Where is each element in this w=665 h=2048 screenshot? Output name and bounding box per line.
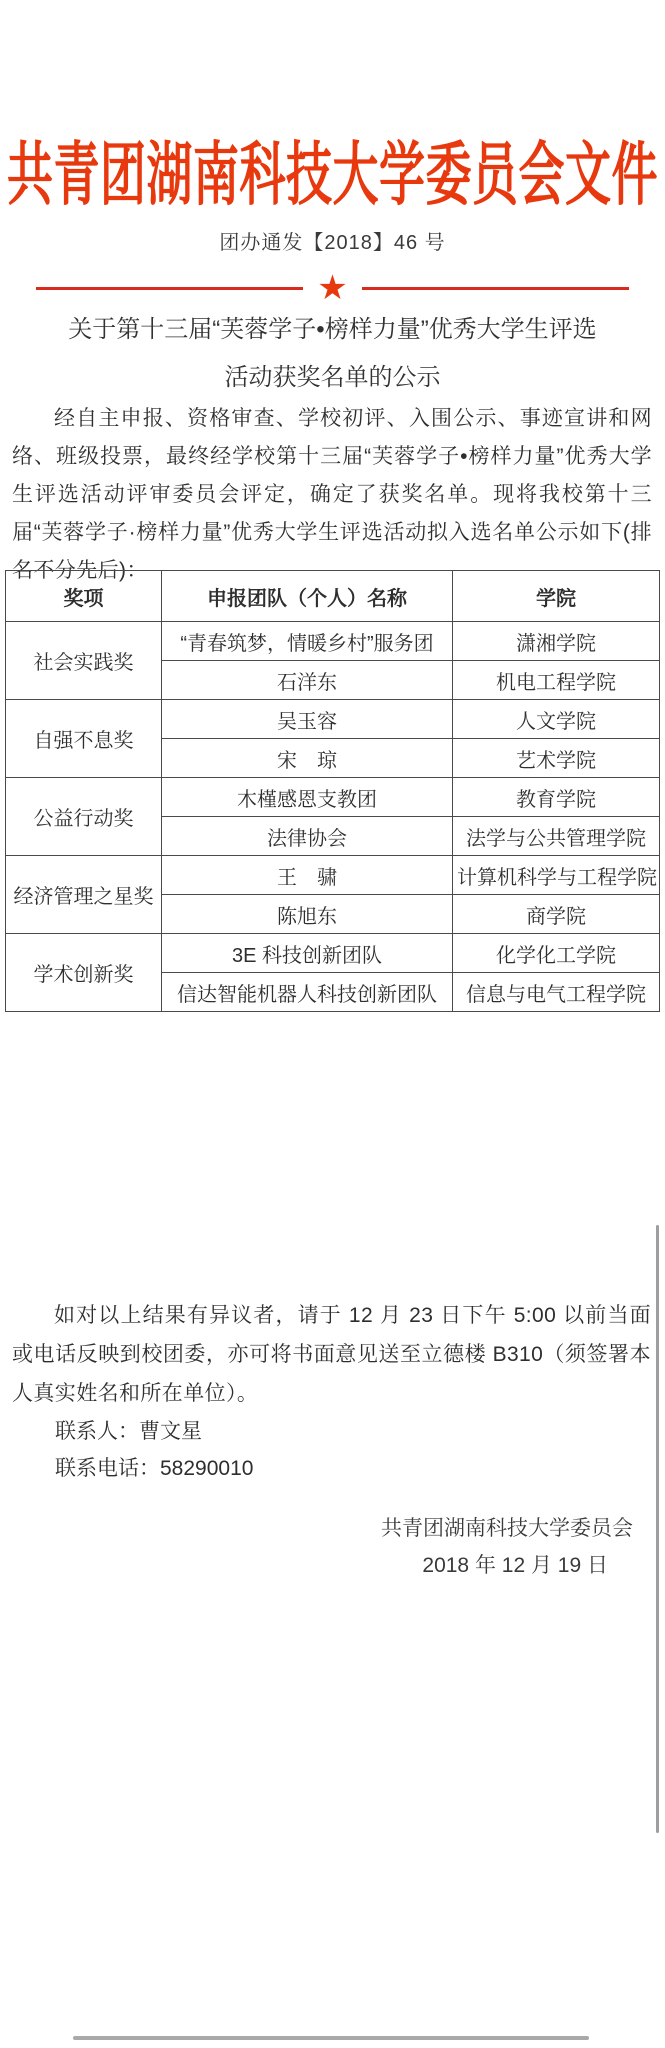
team-name-cell: 3E 科技创新团队 bbox=[162, 934, 453, 973]
award-category-cell: 自强不息奖 bbox=[6, 700, 162, 778]
team-name-cell: 石洋东 bbox=[162, 661, 453, 700]
document-title bbox=[0, 306, 665, 402]
college-cell: 潇湘学院 bbox=[453, 622, 660, 661]
document-title-line1: 关于第十三届“芙蓉学子•榜样力量”优秀大学生评选 bbox=[68, 316, 597, 343]
signature-date: 2018 年 12 月 19 日 bbox=[422, 1554, 608, 1577]
team-name-cell: 法律协会 bbox=[162, 817, 453, 856]
college-cell: 人文学院 bbox=[453, 700, 660, 739]
separator-line-left bbox=[36, 287, 303, 290]
college-cell: 机电工程学院 bbox=[453, 661, 660, 700]
signature-org: 共青团湖南科技大学委员会 bbox=[381, 1517, 633, 1540]
college-cell: 法学与公共管理学院 bbox=[453, 817, 660, 856]
header-separator bbox=[36, 270, 629, 306]
college-cell: 化学化工学院 bbox=[453, 934, 660, 973]
team-name-cell: 王 骕 bbox=[162, 856, 453, 895]
award-category-cell: 社会实践奖 bbox=[6, 622, 162, 700]
table-header-cell: 学院 bbox=[453, 571, 660, 622]
contact-name: 联系人：曹文星 bbox=[55, 1420, 202, 1443]
team-name-cell: 木槿感恩支教团 bbox=[162, 778, 453, 817]
team-name-cell: 信达智能机器人科技创新团队 bbox=[162, 973, 453, 1012]
document-number: 团办通发【2018】46 号 bbox=[219, 232, 446, 254]
contact-phone: 联系电话：58290010 bbox=[55, 1457, 254, 1480]
table-header-cell: 申报团队（个人）名称 bbox=[162, 571, 453, 622]
document-header-title: 共青团湖南科技大学委员会文件 bbox=[7, 135, 658, 213]
table-header-cell: 奖项 bbox=[6, 571, 162, 622]
college-cell: 艺术学院 bbox=[453, 739, 660, 778]
college-cell: 计算机科学与工程学院 bbox=[453, 856, 660, 895]
objection-notice: 如对以上结果有异议者，请于 12 月 23 日下午 5:00 以前当面或电话反映到校团委，亦可将书面意见送至立德楼 B310（须签署本人真实姓名和所在单位）。 bbox=[12, 1304, 651, 1405]
awards-table-body bbox=[6, 622, 660, 1012]
horizontal-scrollbar-thumb[interactable] bbox=[73, 2036, 589, 2040]
team-name-cell: 吴玉容 bbox=[162, 700, 453, 739]
table-row bbox=[6, 934, 660, 973]
document-title-line2: 活动获奖名单的公示 bbox=[224, 364, 441, 391]
award-category-cell: 学术创新奖 bbox=[6, 934, 162, 1012]
vertical-scrollbar-thumb[interactable] bbox=[656, 1225, 659, 1833]
team-name-cell: 宋 琼 bbox=[162, 739, 453, 778]
team-name-cell: “青春筑梦，情暖乡村”服务团 bbox=[162, 622, 453, 661]
table-row bbox=[6, 622, 660, 661]
college-cell: 信息与电气工程学院 bbox=[453, 973, 660, 1012]
team-name-cell: 陈旭东 bbox=[162, 895, 453, 934]
table-header-row bbox=[6, 571, 660, 622]
separator-line-right bbox=[362, 287, 629, 290]
award-category-cell: 公益行动奖 bbox=[6, 778, 162, 856]
award-category-cell: 经济管理之星奖 bbox=[6, 856, 162, 934]
intro-paragraph: 经自主申报、资格审查、学校初评、入围公示、事迹宣讲和网络、班级投票，最终经学校第十三届“芙蓉学子•榜样力量”优秀大学生评选活动评审委员会评定，确定了获奖名单。现将我校第十三届“芙蓉学子·榜样力量”优秀大学生评选活动拟入选名单公示如下(排名不分先后)： bbox=[12, 407, 652, 582]
table-row bbox=[6, 778, 660, 817]
awards-table bbox=[5, 570, 660, 1012]
college-cell: 教育学院 bbox=[453, 778, 660, 817]
college-cell: 商学院 bbox=[453, 895, 660, 934]
table-row bbox=[6, 700, 660, 739]
star-icon: ★ bbox=[317, 269, 348, 307]
table-row bbox=[6, 856, 660, 895]
